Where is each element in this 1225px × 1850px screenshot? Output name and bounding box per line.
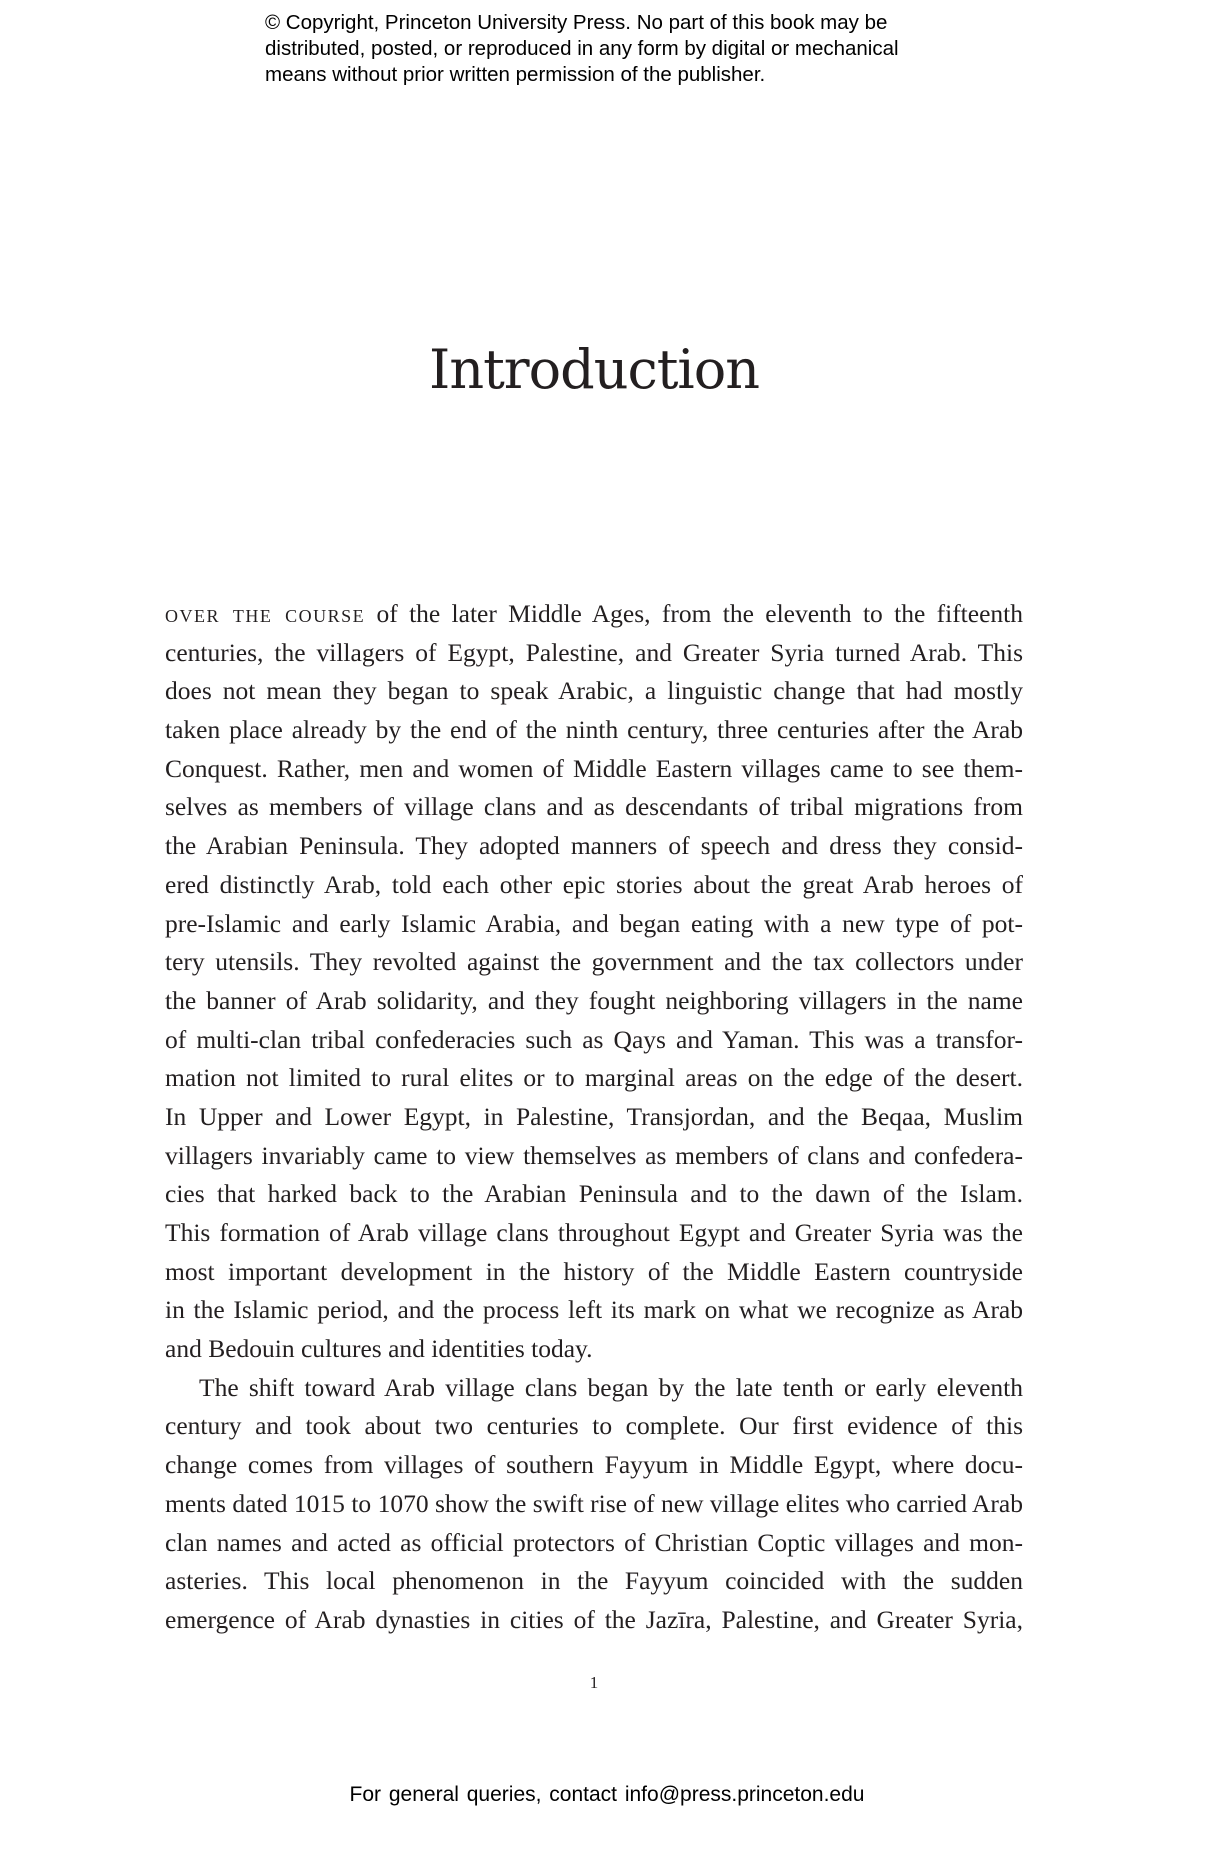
text-line: centuries, the villagers of Egypt, Palestine, and Greater Syria turned Arab. This [165,637,1023,667]
text-line: change comes from villages of southern Fayyum in Middle Egypt, where docu- [165,1450,1023,1480]
text-line: clan names and acted as official protectors of Christian Coptic villages and mon- [165,1527,1023,1557]
text-line: selves as members of village clans and as descendants of tribal migrations from [165,792,1023,822]
body-text [165,595,1023,1640]
chapter-title: Introduction [429,338,759,401]
text-line: the Arabian Peninsula. They adopted manners of speech and dress they consid- [165,831,1023,861]
text-line: the banner of Arab solidarity, and they fought neighboring villagers in the name [165,985,1023,1015]
copyright-line: means without prior written permission of the publisher. [265,63,766,86]
footer-contact: For general queries, contact info@press.princeton.edu [349,1783,865,1806]
text-line: in the Islamic period, and the process left its mark on what we recognize as Arab [165,1295,1023,1325]
text-line: cies that harked back to the Arabian Peninsula and to the dawn of the Islam. [165,1179,1023,1209]
text-line: In Upper and Lower Egypt, in Palestine, Transjordan, and the Beqaa, Muslim [165,1101,1023,1131]
text-line: does not mean they began to speak Arabic, a linguistic change that had mostly [165,676,1023,706]
text-line: ments dated 1015 to 1070 show the swift rise of new village elites who carried Arab [165,1488,1023,1518]
text-line: This formation of Arab village clans throughout Egypt and Greater Syria was the [165,1218,1023,1247]
text-line: asteries. This local phenomenon in the Fayyum coincided with the sudden [165,1566,1023,1596]
text-line: of multi-clan tribal confederacies such as Qays and Yaman. This was a transfor- [165,1024,1023,1054]
copyright-notice [265,10,1025,88]
text-line: tery utensils. They revolted against the government and the tax collectors under [165,947,1023,977]
text-line: and Bedouin cultures and identities today. [165,1334,593,1364]
paragraph-1 [165,595,1023,1369]
text-line-rest: of the later Middle Ages, from the eleventh to the fifteenth [365,599,1023,628]
text-line: taken place already by the end of the ninth century, three centuries after the Arab [165,715,1023,745]
text-line [165,595,1023,634]
page-number: 1 [589,1673,599,1692]
paragraph-2 [165,1369,1023,1640]
text-line: pre-Islamic and early Islamic Arabia, and began eating with a new type of pot- [165,908,1023,938]
text-line: mation not limited to rural elites or to marginal areas on the edge of the desert. [165,1063,1023,1093]
text-line: ered distinctly Arab, told each other epic stories about the great Arab heroes of [165,869,1023,899]
text-line: most important development in the history of the Middle Eastern countryside [165,1256,1023,1286]
text-line: villagers invariably came to view themselves as members of clans and confedera- [165,1140,1023,1170]
copyright-line: distributed, posted, or reproduced in any form by digital or mechanical [265,37,899,60]
lead-in-small-caps: over the course [165,599,366,628]
text-line: The shift toward Arab village clans began by the late tenth or early eleventh [199,1372,1023,1402]
text-line: century and took about two centuries to complete. Our first evidence of this [165,1411,1023,1441]
text-line: emergence of Arab dynasties in cities of the Jazīra, Palestine, and Greater Syria, [165,1604,1023,1634]
copyright-line: © Copyright, Princeton University Press. No part of this book may be [265,11,888,34]
text-line: Conquest. Rather, men and women of Middle Eastern villages came to see them- [165,753,1023,783]
